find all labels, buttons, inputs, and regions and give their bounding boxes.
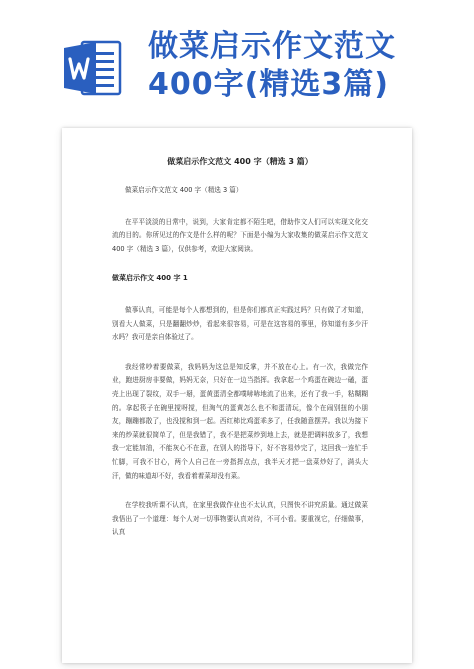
word-document-icon [62,38,122,98]
document-page [62,128,412,663]
document-subtitle: 做菜启示作文范文 400 字（精选 3 篇） [125,186,243,194]
page-title-line-1: 做菜启示作文范文 [148,29,396,64]
body-paragraph: 我经常吵着要做菜，我妈妈为这总是知反掌，并不放在心上。有一次，我做完作业，跑进厨房非要做，妈妈无奈，只好在一边当指挥。我拿起一个鸡蛋在碗边一磕，蛋壳上出现了裂纹，双手一掰，蛋黄蛋清全都噗哧哧地流了出来，还有了我一手，粘糊糊的。拿起筷子在碗里搅呀搅，但淘气的蛋黄怎么也不和蛋清玩，像个在闹别扭的小朋友，蹦蹦都散了，也没搅和到一起。西红柿比鸡蛋乖多了，任我随意摆弄。我以为接下来的炒菜就很简单了，但是我错了，我不是把菜炒到地上去，就是把调料放多了，我想我一定能加油，不能灰心不在意，在别人的指导下，好不容易炒完了，这回我一连忙手忙脚，可我不甘心，两个人自己在一旁指挥点点，我半天才把一盘菜炒好了，满头大汗，做的味道却不好，我看着着菜却没有菜。 [112,362,368,480]
section-heading: 做菜启示作文 400 字 1 [112,274,188,283]
page-title [148,28,458,104]
document-title: 做菜启示作文范文 400 字（精选 3 篇） [167,157,313,166]
document-body [112,156,368,556]
body-paragraph: 做事认真，可能是每个人都想到的，但是你们都真正实践过吗？只有做了才知道，别看大人做菜，只是翻翻炒炒，看起来很容易，可是在这容易的事里，你知道有多少汗水吗？我可是亲自体验过了。 [112,305,368,342]
body-paragraph: 在学校我听课不认真，在家里我做作业也不太认真，只图快不讲究质量。通过做菜我悟出了一个道理：每个人对一切事物要认真对待，不可小看。要重视它，仔细做事，认真 [112,501,368,537]
page-title-line-2: 400字(精选3篇) [148,67,389,102]
intro-paragraph: 在平平淡淡的日常中，说到，大家肯定都不陌生吧，借助作文人们可以实现文化交流的目的。你所见过的作文是什么样的呢？下面是小编为大家收集的做菜启示作文范文 400 字（精选 3 篇），仅供参考，欢迎大家阅读。 [112,217,368,253]
